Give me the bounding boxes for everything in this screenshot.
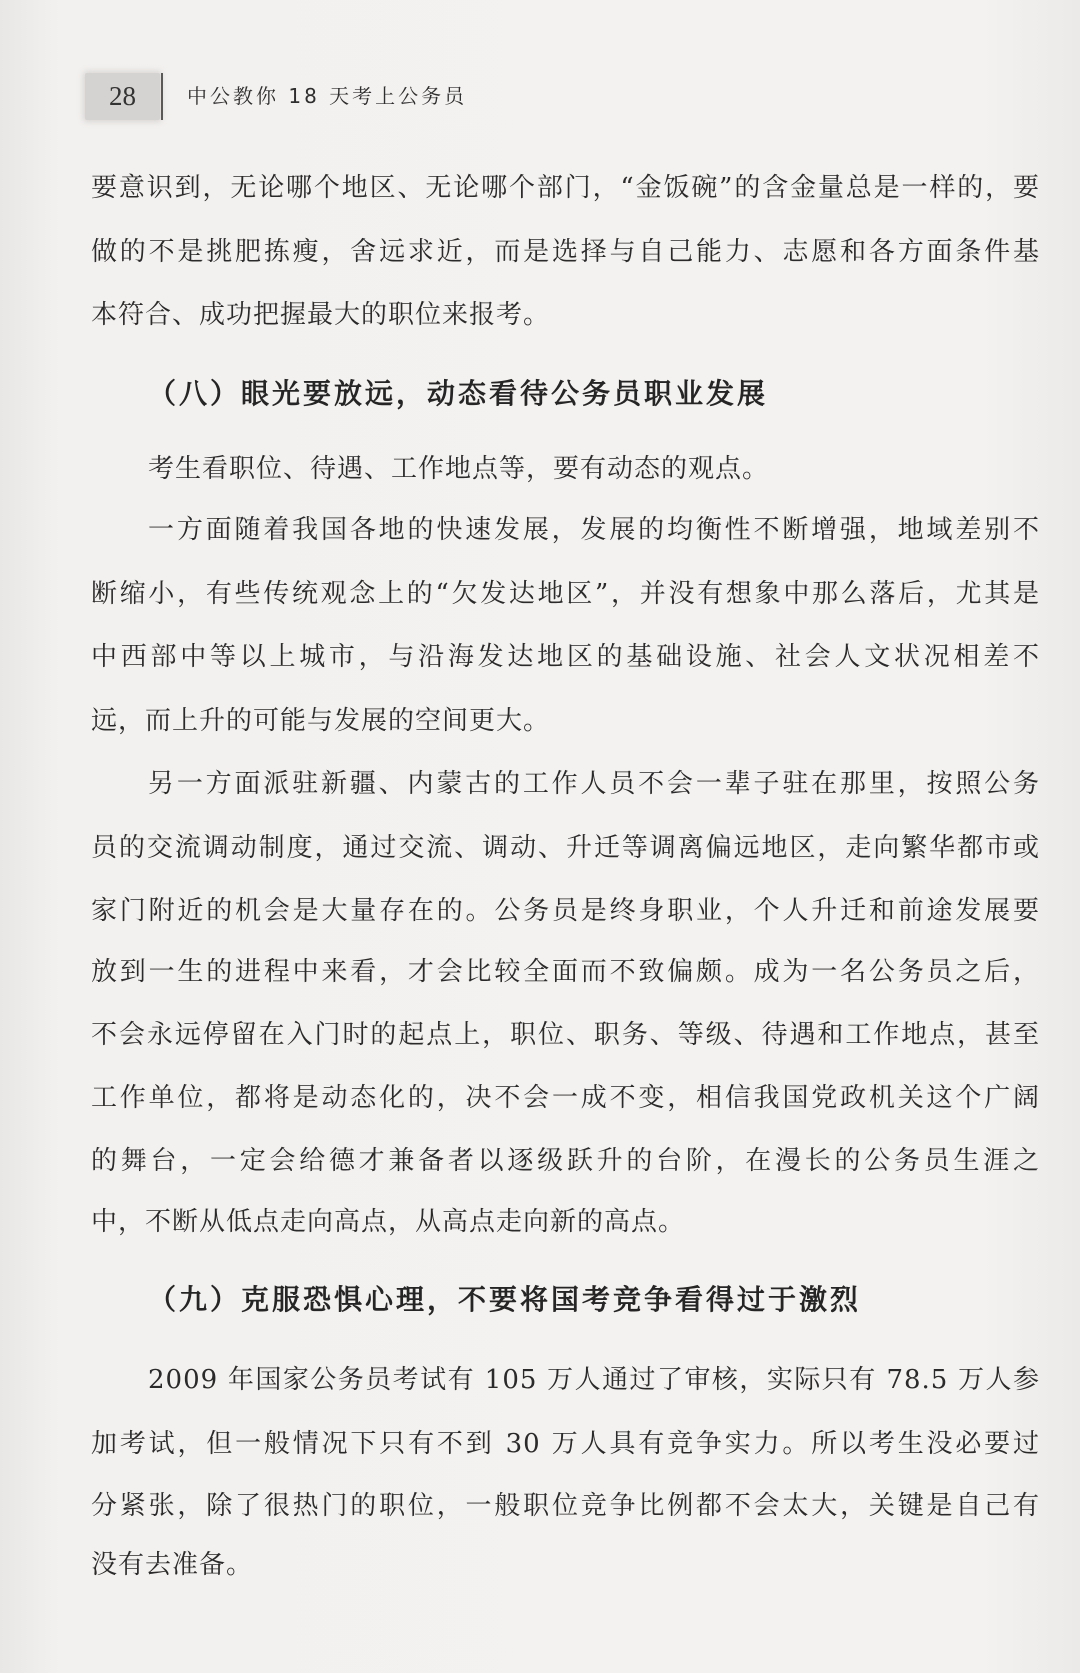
paragraph-line: 中，不断从低点走向高点，从高点走向新的高点。 bbox=[91, 1207, 686, 1237]
page-number: 28 bbox=[109, 81, 136, 111]
paragraph-line: 员的交流调动制度，通过交流、调动、升迁等调离偏远地区，走向繁华都市或 bbox=[91, 833, 1040, 863]
header-divider bbox=[161, 73, 163, 120]
paragraph-line: 要意识到，无论哪个地区、无论哪个部门，“金饭碗”的含金量总是一样的，要 bbox=[91, 173, 1040, 203]
paragraph-line: 断缩小，有些传统观念上的“欠发达地区”，并没有想象中那么落后，尤其是 bbox=[91, 579, 1040, 609]
paragraph-line: 分紧张，除了很热门的职位，一般职位竞争比例都不会太大，关键是自己有 bbox=[91, 1491, 1040, 1521]
paragraph-line: 不会永远停留在入门时的起点上，职位、职务、等级、待遇和工作地点，甚至 bbox=[91, 1020, 1040, 1050]
paragraph-line: 家门附近的机会是大量存在的。公务员是终身职业，个人升迁和前途发展要 bbox=[91, 896, 1040, 926]
paragraph-line: 中西部中等以上城市，与沿海发达地区的基础设施、社会人文状况相差不 bbox=[91, 642, 1040, 672]
paragraph-line: 工作单位，都将是动态化的，决不会一成不变，相信我国党政机关这个广阔 bbox=[91, 1083, 1040, 1113]
page-number-box bbox=[85, 73, 160, 120]
paragraph-line: 加考试，但一般情况下只有不到 30 万人具有竞争实力。所以考生没必要过 bbox=[91, 1429, 1040, 1459]
paragraph-line: 没有去准备。 bbox=[91, 1550, 254, 1580]
paragraph-line: 本符合、成功把握最大的职位来报考。 bbox=[91, 300, 551, 330]
paragraph-line: 放到一生的进程中来看，才会比较全面而不致偏颇。成为一名公务员之后， bbox=[91, 957, 1040, 987]
paragraph-line: 远，而上升的可能与发展的空间更大。 bbox=[91, 706, 551, 736]
paragraph-line: 考生看职位、待遇、工作地点等，要有动态的观点。 bbox=[148, 454, 770, 484]
running-header-title: 中公教你 18 天考上公务员 bbox=[187, 84, 468, 108]
paragraph-line: 做的不是挑肥拣瘦，舍远求近，而是选择与自己能力、志愿和各方面条件基 bbox=[91, 237, 1040, 267]
section-heading: （九）克服恐惧心理，不要将国考竞争看得过于激烈 bbox=[148, 1283, 862, 1316]
paragraph-line: 2009 年国家公务员考试有 105 万人通过了审核，实际只有 78.5 万人参 bbox=[148, 1365, 1040, 1395]
paragraph-line: 的舞台，一定会给德才兼备者以逐级跃升的台阶，在漫长的公务员生涯之 bbox=[91, 1146, 1040, 1176]
paragraph-line: 另一方面派驻新疆、内蒙古的工作人员不会一辈子驻在那里，按照公务 bbox=[148, 769, 1040, 799]
section-heading: （八）眼光要放远，动态看待公务员职业发展 bbox=[148, 377, 769, 410]
paragraph-line: 一方面随着我国各地的快速发展，发展的均衡性不断增强，地域差别不 bbox=[148, 515, 1040, 545]
